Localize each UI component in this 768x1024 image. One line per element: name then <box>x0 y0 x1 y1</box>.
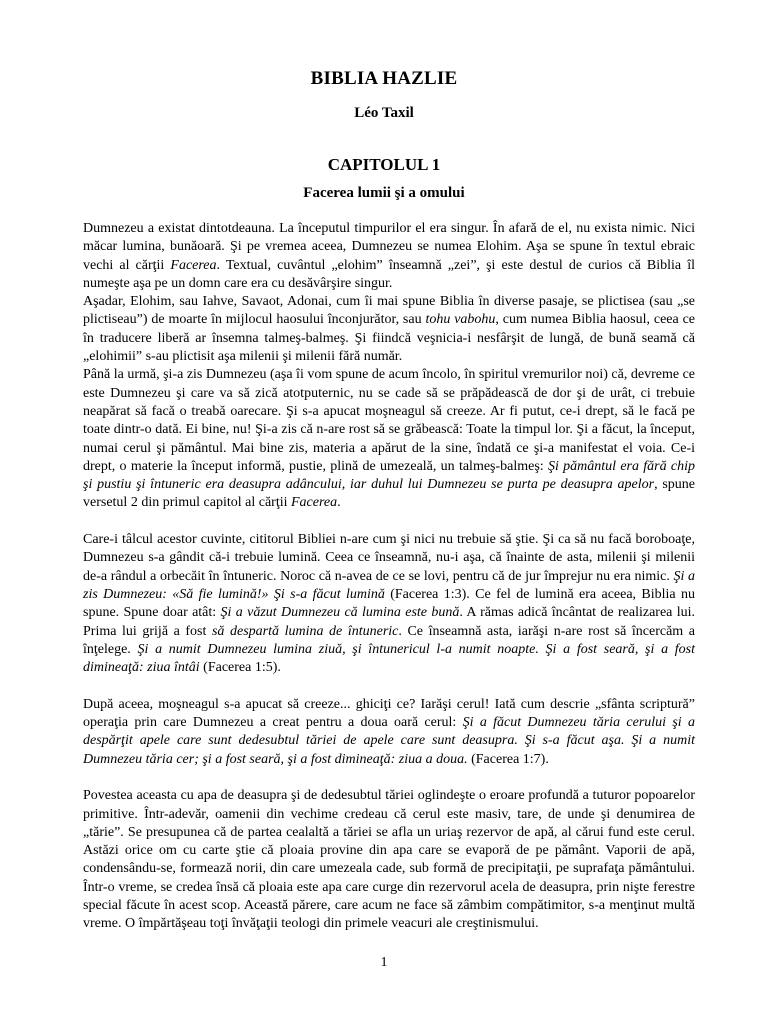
italic-quote: Şi a numit Dumnezeu lumina ziuă, şi întunericul l-a numit noapte. Şi a fost seară, şi a fost dimineaţă: ziua întâi <box>83 641 696 676</box>
book-title: BIBLIA HAZLIE <box>310 68 458 89</box>
text-run: Aşadar, Elohim, sau Iahve, Savaot, Adonai, cum îi mai spune Biblia în diverse pasaje, se plictisea (sau „se plictiseau”) de moarte în mijlocul haosului înconjurător, sau <box>83 294 695 328</box>
text-run: Care-i tâlcul acestor cuvinte, cititorul Bibliei n-are cum şi nici nu trebuie să ştie. Şi ca să nu facă boroboaţe, Dumnezeu s-a gândit că-i trebuie lumină. Ceea ce înseamnă, nu-i aşa, că înainte de asta, milenii şi milenii de-a rândul a orbecăit în întuneric. Noroc că n-avea de ce se lovi, pentru că de jur împrejur nu era nimic. <box>83 532 695 584</box>
italic-quote: Şi pământul era fără chip şi pustiu şi întuneric era deasupra adâncului, iar duhul lui Dumnezeu se purta pe deasupra apelor <box>83 458 695 493</box>
paragraph <box>83 293 695 366</box>
text-run: (Facerea 1:7). <box>467 751 549 767</box>
text-run: După aceea, moşneagul s-a apucat să creeze... ghiciţi ce? Iarăşi cerul! Iată cum descrie „sfânta scriptură” operaţia prin care Dumnezeu a creat pentru a doua oară cerul: <box>83 696 695 731</box>
paragraph <box>83 787 695 933</box>
italic-quote: Şi a făcut Dumnezeu tăria cerului şi a despărţit apele care sunt dedesubtul tăriei de apele care sunt deasupra. Şi s-a făcut aşa. Şi a numit Dumnezeu tăria cer; şi a fost seară, şi a fost dimineaţă: ziua a doua. <box>83 715 696 767</box>
text-run: . <box>337 495 341 511</box>
text-run: Până la urmă, şi-a zis Dumnezeu (aşa îi vom spune de acum încolo, în spiritul vremurilor noi) că, devreme ce este Dumnezeu şi care va să zică atotputernic, nu se cade să se prăpădească de dor şi de urât, ci trebuie neapărat să facă o treabă oarecare. Şi s-a apucat moşneagul să creeze. Ar fi putut, ce-i drept, să le facă pe toate dintr-o dată. Ei bine, nu! Şi-a zis că n-are rost să se grăbească: Toate la timpul lor. Şi a făcut, la început, numai cerul şi pământul. Mai bine zis, materia a apărut de la sine, îndată ce şi-a manifestat el voia. Ce-i drept, o materie la început informă, pustie, plină de umezeală, un talmeş-balmeş: <box>83 367 695 474</box>
text-run: , cum numea Biblia haosul, ceea ce în traducere liberă ar însemna talmeş-balmeş. Şi fiindcă veşnicia-i nesfârşit de lungă, de bună seamă că „elohimii” s-au plictisit aşa milenii şi milenii fără număr. <box>83 312 696 365</box>
text-run: (Facerea 1:5). <box>199 660 281 676</box>
italic-quote: Şi a zis Dumnezeu: «Să fie lumină!» Şi s-a făcut lumină <box>83 568 696 602</box>
text-run: . Textual, cuvântul „elohim” înseamnă „zei”, şi este destul de curios că Biblia îl numeşte aşa pe un domn care era cu desăvârşire singur. <box>83 257 695 291</box>
chapter-subtitle: Facerea lumii şi a omului <box>303 185 465 201</box>
paragraph <box>83 696 695 769</box>
paragraph <box>83 366 695 512</box>
text-run: Povestea aceasta cu apa de deasupra şi de dedesubtul tăriei oglindeşte o eroare profundă a tuturor popoarelor primitive. Într-adevăr, oamenii din vechime credeau că cerul este masiv, tare, de unde şi denumirea de „tărie”. Se presupunea că de partea cealaltă a tăriei se afla un uriaş rezervor de apă, al cărui fund este cerul. Astăzi orice om cu carte ştie că ploaia provine din apa care se evaporă de pe pământ. Vaporii de apă, condensându-se, formează norii, din care umezeala cade, sub formă de precipitaţii, pe suprafaţa pământului. Într-o vreme, se credea însă că ploaia este apa care curge din rezervorul acela de deasupra, prin nişte ferestre special făcute în acest scop. Această părere, care acum ne face să zâmbim compătimitor, s-a menţinut multă vreme. O împărtăşeau toţi învăţaţii teologi din primele veacuri ale creştinismului. <box>83 788 695 932</box>
paragraph <box>83 220 695 293</box>
chapter-heading: CAPITOLUL 1 <box>327 155 441 174</box>
text-run: . A rămas adică încântat de realizarea lui. Prima lui grijă a fost <box>83 605 695 639</box>
italic-quote: să despartă lumina de întuneric <box>211 623 399 639</box>
text-run: . Ce înseamnă asta, iarăşi n-are rost să încercăm a înţelege. <box>83 623 695 657</box>
body-text <box>83 220 695 934</box>
italic-quote: Şi a văzut Dumnezeu că lumina este bună <box>220 605 460 621</box>
text-run: , spune versetul 2 din primul capitol al cărţii <box>83 477 695 511</box>
italic-quote: Facerea <box>291 495 338 511</box>
italic-quote: Facerea <box>170 257 217 273</box>
text-run: (Facerea 1:3). Ce fel de lumină era aceea, Biblia nu spune. Spune doar atât: <box>83 586 695 621</box>
paragraph <box>83 531 695 677</box>
text-run: Dumnezeu a existat dintotdeauna. La începutul timpurilor el era singur. În afară de el, nu exista nimic. Nici măcar lumina, bunăoară. Şi pe vremea aceea, Dumnezeu se numea Elohim. Aşa se spune în textul ebraic vechi al cărţii <box>83 221 695 273</box>
page-number: 1 <box>380 955 388 970</box>
italic-quote: tohu vabohu <box>425 312 496 328</box>
book-author: Léo Taxil <box>354 105 414 121</box>
